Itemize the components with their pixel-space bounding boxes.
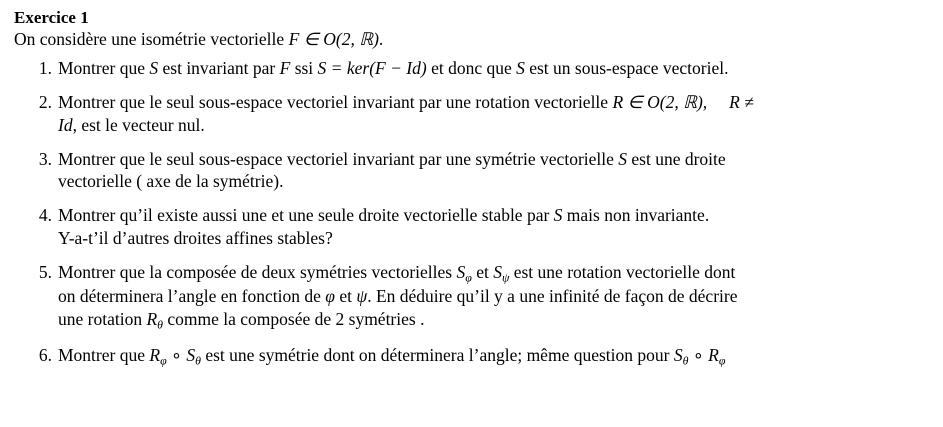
item2-math-r-in-o: R ∈ O(2, ℝ), <box>612 92 708 113</box>
item5-sub-theta: θ <box>157 317 163 332</box>
item1-math-s2: S <box>516 58 525 79</box>
item5-math-r: R <box>146 309 158 330</box>
item2-text-a: Montrer que le seul sous-espace vectoriel invariant par une rotation vectorielle <box>58 92 613 113</box>
intro-formula: F ∈ O(2, ℝ) <box>288 29 379 50</box>
item-number: 6. <box>38 344 52 365</box>
item4-text-c: Y-a-t’il d’autres droites affines stables? <box>58 227 333 248</box>
item-number: 3. <box>38 148 52 169</box>
item5-math-phi: φ <box>325 286 335 307</box>
item1-text-c: ssi <box>290 58 318 79</box>
item6-math-r: R <box>149 344 161 365</box>
item-body <box>58 92 754 135</box>
item6-math-s2: S <box>673 344 683 365</box>
item6-op-compose-1: ∘ <box>166 344 187 365</box>
list-item <box>14 148 929 194</box>
item5-text-d: on déterminera l’angle en fonction de <box>58 286 326 307</box>
exercise-intro <box>14 29 929 51</box>
question-list <box>14 57 929 368</box>
item-number: 5. <box>38 261 52 282</box>
item6-sub-phi-2: φ <box>718 353 726 368</box>
item-body <box>58 58 728 78</box>
item-body <box>58 344 726 368</box>
item5-text-c: est une rotation vectorielle dont <box>509 261 736 282</box>
item4-math-s: S <box>553 205 563 226</box>
item5-text-f: . En déduire qu’il y a une infinité de façon de décrire <box>367 286 738 307</box>
item6-sub-theta-1: θ <box>195 353 201 368</box>
item3-text-a: Montrer que le seul sous-espace vectoriel invariant par une symétrie vectorielle <box>58 148 619 169</box>
item5-text-g: une rotation <box>58 309 147 330</box>
item6-math-r2: R <box>708 344 719 365</box>
item6-text-a: Montrer que <box>58 344 150 365</box>
list-item <box>14 204 929 250</box>
item-body <box>58 149 726 192</box>
item-number: 2. <box>38 92 52 113</box>
item6-sub-theta-2: θ <box>682 353 689 368</box>
item-number: 1. <box>38 58 52 79</box>
item-body <box>58 262 737 330</box>
item2-text-b: , est le vecteur nul. <box>72 114 205 135</box>
list-item <box>14 261 929 333</box>
intro-suffix: . <box>378 29 384 50</box>
item1-text-b: est invariant par <box>158 58 280 79</box>
item6-sub-phi-1: φ <box>160 353 167 368</box>
item-body <box>58 205 709 248</box>
item4-text-b: mais non invariante. <box>562 205 710 226</box>
item5-text-a: Montrer que la composée de deux symétries vectorielles <box>58 261 457 282</box>
item5-text-h: comme la composée de 2 symétries . <box>163 309 425 330</box>
item6-op-compose-2: ∘ <box>688 344 709 365</box>
item5-math-s-phi: S <box>456 261 466 282</box>
item1-math-s: S <box>149 58 159 79</box>
item1-math-ker: S = ker(F − Id) <box>317 58 427 79</box>
item3-math-s: S <box>618 148 628 169</box>
item5-sub-phi: φ <box>465 269 472 284</box>
item5-text-e: et <box>334 286 357 307</box>
list-item <box>14 344 929 369</box>
item1-text-e: est un sous-espace vectoriel. <box>524 58 729 79</box>
item-number: 4. <box>38 205 52 226</box>
item3-text-c: vectorielle ( axe de la symétrie). <box>58 171 284 192</box>
item2-math-r-neq: R ≠ <box>729 92 754 113</box>
item5-math-psi: ψ <box>356 286 368 307</box>
item3-text-b: est une droite <box>627 148 726 169</box>
list-item <box>14 91 929 137</box>
item1-text-a: Montrer que <box>58 58 150 79</box>
item5-text-b: et <box>471 261 494 282</box>
item1-text-d: et donc que <box>426 58 517 79</box>
item1-math-f: F <box>279 58 291 79</box>
item4-text-a: Montrer qu’il existe aussi une et une seule droite vectorielle stable par <box>58 205 554 226</box>
item2-math-id: Id <box>58 114 73 135</box>
intro-prefix: On considère une isométrie vectorielle <box>14 29 289 50</box>
list-item <box>14 57 929 80</box>
item6-math-s: S <box>186 344 196 365</box>
item5-math-s-psi: S <box>493 261 502 282</box>
exercise-title: Exercice 1 <box>14 8 89 27</box>
item6-text-b: est une symétrie dont on déterminera l’angle; même question pour <box>200 344 674 365</box>
item5-sub-psi: ψ <box>501 269 510 284</box>
